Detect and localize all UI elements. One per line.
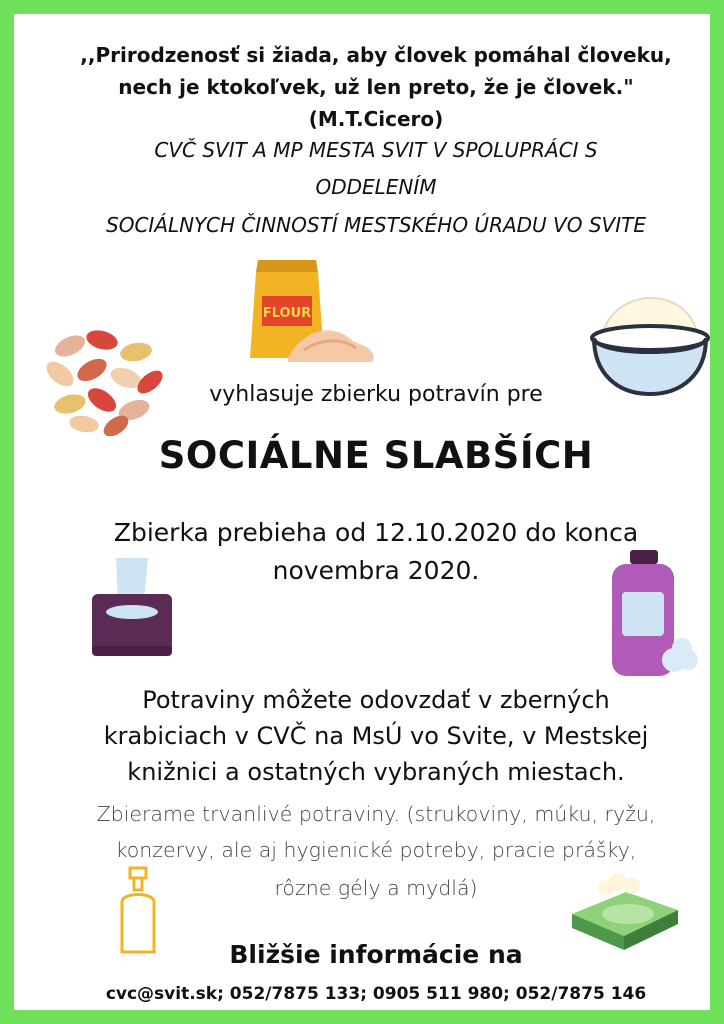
organizers-line-2: ODDELENÍM bbox=[315, 175, 437, 199]
beans-icon bbox=[40, 326, 170, 436]
shampoo-bottle-icon bbox=[606, 548, 702, 682]
headline: SOCIÁLNE SLABŠÍCH bbox=[158, 434, 594, 477]
organizers-line-3: SOCIÁLNYCH ČINNOSTÍ MESTSKÉHO ÚRADU VO SVITE bbox=[106, 213, 646, 237]
items-line-1: Zbierame trvanlivé potraviny. (strukoviny, múku, ryžu, bbox=[96, 802, 656, 826]
quote-author: (M.T.Cicero) bbox=[308, 107, 444, 131]
flour-bag-label: FLOUR bbox=[262, 306, 312, 321]
contacts-line: cvc@svit.sk; 052/7875 133; 0905 511 980; 052/7875 146 bbox=[105, 984, 647, 1004]
tissue-box-icon bbox=[88, 554, 176, 660]
dates-line-2: novembra 2020. bbox=[272, 556, 480, 585]
items-line-2: konzervy, ale aj hygienické potreby, pracie prášky, bbox=[115, 838, 637, 862]
more-info-heading: Bližšie informácie na bbox=[229, 940, 523, 969]
quote-line-1: ,,Prirodzenosť si žiada, aby človek pomáhal človeku, bbox=[80, 43, 672, 67]
dropoff-line-3: knižnici a ostatných vybraných miestach. bbox=[127, 758, 625, 786]
flour-bag-icon bbox=[244, 250, 384, 368]
dates-line-1: Zbierka prebieha od 12.10.2020 do konca bbox=[113, 518, 639, 547]
quote-line-2: nech je ktokoľvek, už len preto, že je človek." bbox=[118, 75, 634, 99]
items-line-3: rôzne gély a mydlá) bbox=[274, 876, 478, 900]
dropoff-line-1: Potraviny môžete odovzdať v zberných bbox=[142, 686, 610, 714]
announcement-text: vyhlasuje zbierku potravín pre bbox=[209, 382, 543, 407]
dropoff-line-2: krabiciach v CVČ na MsÚ vo Svite, v Mestskej bbox=[103, 722, 649, 750]
organizers-line-1: CVČ SVIT A MP MESTA SVIT V SPOLUPRÁCI S bbox=[154, 138, 598, 162]
